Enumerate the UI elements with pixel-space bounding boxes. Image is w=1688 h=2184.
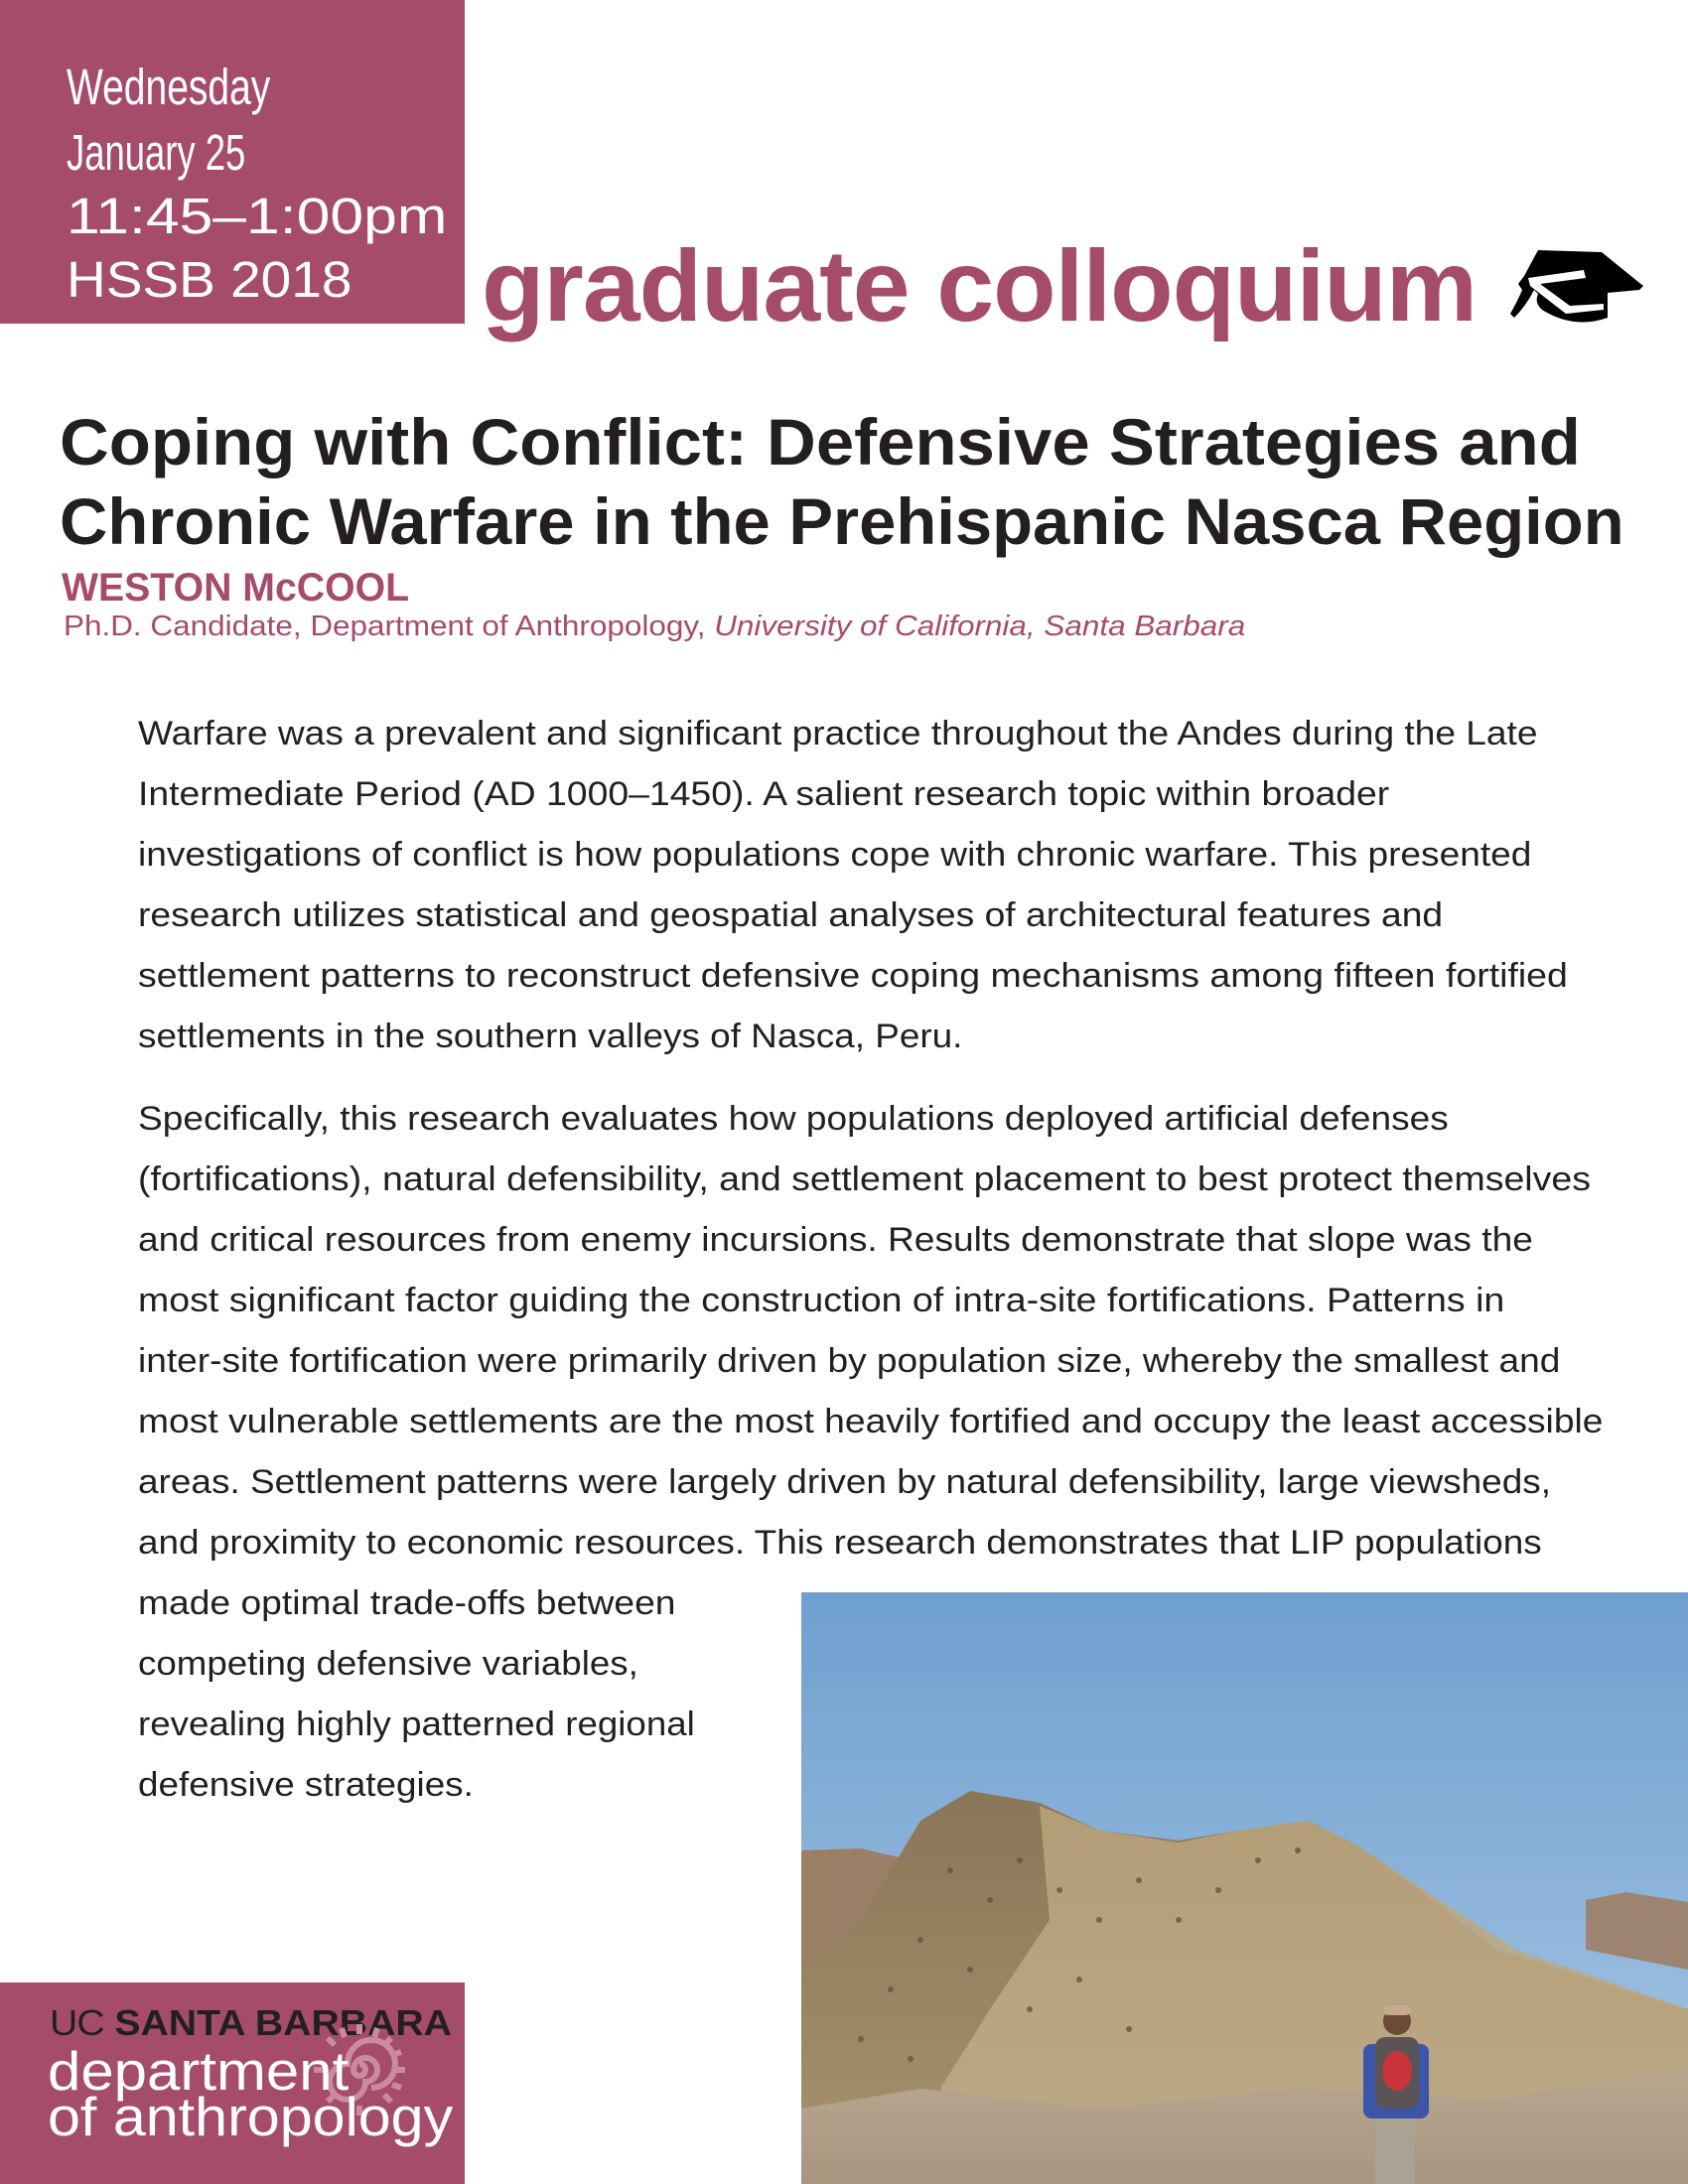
talk-title-line-1: Coping with Conflict: Defensive Strategies and xyxy=(60,405,1581,478)
abstract-line: Specifically, this research evaluates how populations deployed artificial defenses xyxy=(138,1100,1449,1138)
logo-campus-text: SANTA BARBARA xyxy=(114,2002,452,2043)
abstract-line: settlements in the southern valleys of Nasca, Peru. xyxy=(138,1018,963,1055)
abstract-line: research utilizes statistical and geospatial analyses of architectural features and xyxy=(138,896,1444,934)
abstract-line: and proximity to economic resources. This research demonstrates that LIP populations xyxy=(138,1524,1542,1562)
abstract-line: most significant factor guiding the construction of intra-site fortifications. Patterns in xyxy=(138,1282,1505,1319)
event-info-box xyxy=(0,0,465,324)
event-date: January 25 xyxy=(67,124,246,181)
landscape-photo xyxy=(801,1592,1688,2184)
abstract-line: inter-site fortification were primarily driven by population size, whereby the smallest and xyxy=(138,1342,1561,1380)
event-location: HSSB 2018 xyxy=(67,251,352,308)
speaker-name: WESTON McCOOL xyxy=(62,566,410,610)
abstract-line: most vulnerable settlements are the most heavily fortified and occupy the least accessible xyxy=(138,1403,1604,1440)
abstract-line: made optimal trade-offs between xyxy=(138,1584,676,1622)
logo-uc-text: UC xyxy=(50,2002,104,2043)
speaker-institution: University of California, Santa Barbara xyxy=(714,611,1246,642)
abstract-line: and critical resources from enemy incursions. Results demonstrate that slope was the xyxy=(138,1221,1533,1259)
abstract-line: Intermediate Period (AD 1000–1450). A salient research topic within broader xyxy=(138,775,1390,813)
abstract-line: investigations of conflict is how populations cope with chronic warfare. This presented xyxy=(138,836,1532,874)
abstract-line: revealing highly patterned regional xyxy=(138,1706,695,1743)
abstract-line: Warfare was a prevalent and significant practice throughout the Andes during the Late xyxy=(138,715,1538,752)
graduation-cap-icon xyxy=(1504,248,1643,326)
department-logo xyxy=(0,1982,465,2184)
talk-title-line-2: Chronic Warfare in the Prehispanic Nasca Region xyxy=(60,484,1624,558)
series-title: graduate colloquium xyxy=(482,229,1477,342)
abstract-line: settlement patterns to reconstruct defensive coping mechanisms among fifteen fortified xyxy=(138,957,1568,995)
event-time: 11:45–1:00pm xyxy=(67,188,448,244)
speaker-position: Ph.D. Candidate, Department of Anthropology, xyxy=(64,611,715,642)
abstract-line: competing defensive variables, xyxy=(138,1645,638,1683)
logo-dept-line-1: department xyxy=(48,2040,350,2102)
abstract-line: defensive strategies. xyxy=(138,1766,474,1804)
logo-dept-line-2: of anthropology xyxy=(48,2086,454,2147)
photo-illustration xyxy=(801,1592,1688,2184)
abstract-line: (fortifications), natural defensibility, and settlement placement to best protect themselves xyxy=(138,1160,1592,1198)
speaker-affiliation xyxy=(64,613,1245,641)
abstract-line: areas. Settlement patterns were largely driven by natural defensibility, large viewsheds, xyxy=(138,1463,1552,1501)
event-day: Wednesday xyxy=(67,59,271,115)
